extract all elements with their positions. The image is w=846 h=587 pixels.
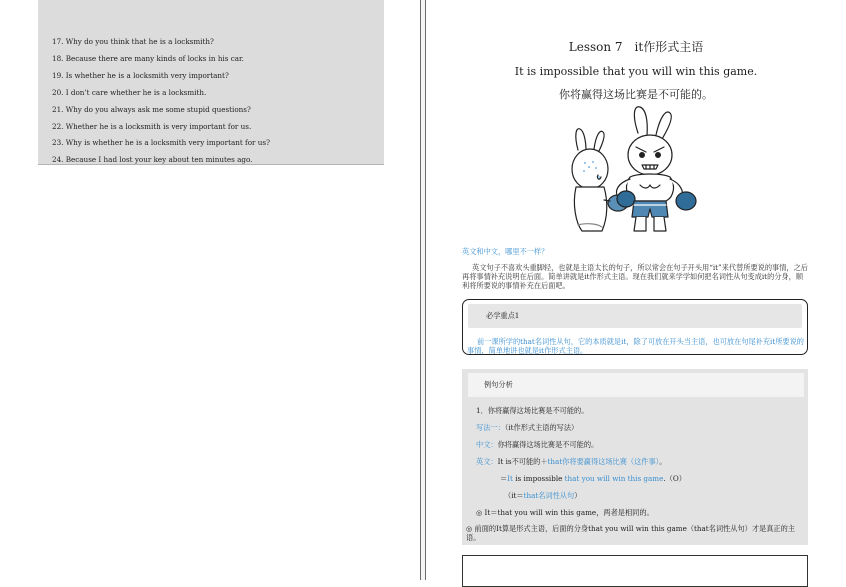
chinese-line [476,440,598,450]
key-point-title: 必学重点1 [486,311,520,320]
example-analysis-header [468,373,804,397]
en-black: It is不可能的＋ [497,457,548,466]
en-blue: that你将要赢得这场比赛（这件事） [547,457,660,466]
intro-heading: 英文和中文，哪里不一样？ [462,247,549,256]
lesson-title: Lesson 7 it作形式主语 [568,40,704,54]
eq-blue: that you will win this game [564,474,664,483]
bunny-boxing-illustration [568,105,708,240]
question-list [52,34,270,169]
paren-line [504,491,581,501]
equation-line [500,474,686,484]
en-label: 英文： [476,457,498,466]
list-item: 20. I don’t care whether he is a locksmith. [52,87,207,97]
list-item: 21. Why do you always ask me some stupid questions? [52,104,251,114]
paren-open: （it＝ [504,491,524,500]
example-analysis-title: 例句分析 [484,380,513,389]
list-item: 17. Why do you think that he is a locksmith? [52,37,214,46]
next-section-box [462,555,808,587]
example-item: 1．你将赢得这场比赛是不可能的。 [476,406,589,415]
method-text: （it作形式主语的写法） [504,423,579,432]
paren-blue: that名词性从句 [523,491,575,500]
eq-it: It [507,474,513,483]
method-label: 写法一： [476,423,505,432]
zh-text: 你将赢得这场比赛是不可能的。 [497,440,599,449]
list-item: 24. Because I had lost your key about ten minutes ago. [52,155,253,165]
zh-label: 中文： [476,440,498,449]
intro-paragraph: 英文句子不喜欢头重脚轻，也就是主语太长的句子，所以常会在句子开头用“it”来代替所要说的事情，之后再将事情补充说明在后面。简单讲就是it作形式主语。现在我们就来学学如何把名词性从句变成it的分身，顺利将所要说的事情补充在后面吧。 [462,263,808,291]
en-end: 。 [659,457,667,466]
paren-close: ） [574,491,582,500]
list-item: 19. Is whether he is a locksmith very important? [52,70,229,80]
method-line [476,423,578,433]
example-sentence-zh: 你将赢得这场比赛是不可能的。 [559,88,713,101]
english-line [476,457,666,467]
question-list-panel [38,0,384,165]
eq-mid: is impossible [512,474,565,483]
left-page [0,0,420,580]
example-sentence-en: It is impossible that you will win this game. [514,65,758,78]
list-item: 23. Why is whether he is a locksmith very important for us? [52,138,270,148]
list-item: 18. Because there are many kinds of locks in his car. [52,53,244,63]
note-line: ◎ 前面的It算是形式主语，后面的分身that you will win this game（that名词性从句）才是真正的主语。 [466,524,795,542]
note-line: ◎ It＝that you will win this game，两者是相同的。 [476,508,654,517]
eq-prefix: ＝ [500,474,508,483]
eq-end: .（O） [663,474,686,483]
key-point-body: 前一课所学的that名词性从句，它的本质就是it，除了可放在开头当主语，也可放在句尾补充it所要说的事情，简单地讲也就是it作形式主语。 [467,337,804,356]
list-item: 22. Whether he is a locksmith is very important for us. [52,121,252,131]
